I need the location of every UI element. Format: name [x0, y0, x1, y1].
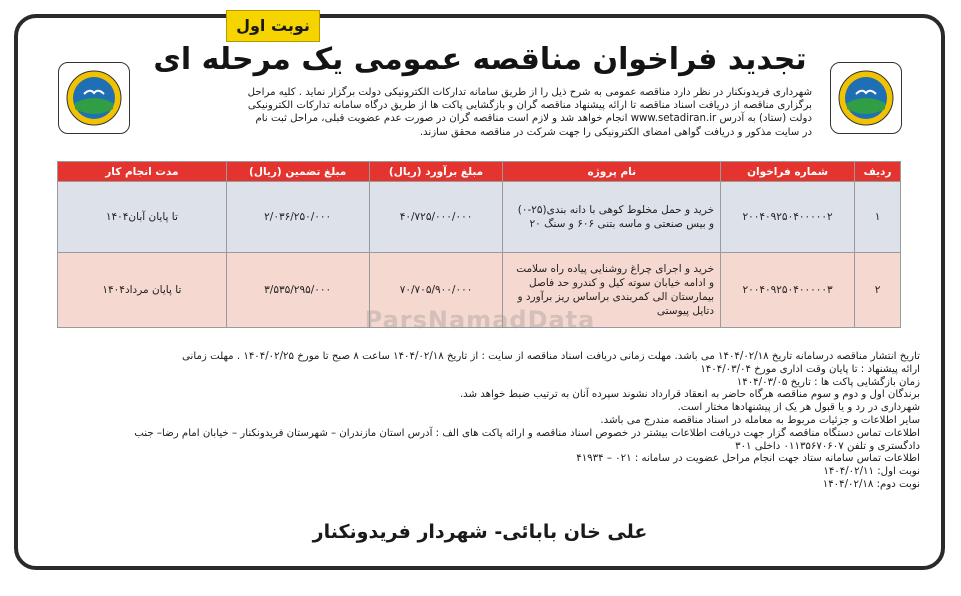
table-header-row	[58, 162, 901, 182]
notice-title: تجدید فراخوان مناقصه عمومی یک مرحله ای	[153, 42, 807, 77]
col-header-call-number: شماره فراخوان	[721, 162, 855, 182]
cell-duration: تا پایان آبان۱۴۰۴	[58, 182, 227, 253]
detail-line: برندگان اول و دوم و سوم مناقصه هرگاه حاضر به انعقاد قرارداد نشوند سپرده آنان به ترتیب ضبط خواهد شد.	[459, 389, 920, 401]
detail-line: ارائه پیشنهاد : تا پایان وقت اداری مورخ ۱۴۰۴/۰۳/۰۴	[700, 363, 920, 375]
cell-duration: تا پایان مرداد۱۴۰۴	[58, 253, 227, 328]
cell-row-number: ۱	[855, 182, 901, 253]
cell-row-number: ۲	[855, 253, 901, 328]
cell-guarantee: ۲/۰۳۶/۲۵۰/۰۰۰	[226, 182, 369, 253]
signature: علی خان بابائی- شهردار فریدونکنار	[312, 521, 648, 543]
cell-project-name: خرید و اجرای چراغ روشنایی پیاده راه سلامت و ادامه خیابان سوته کیل و کندرو حد فاصل بیمارستان الی کمربندی براساس ریز برآورد و دتایل پیوستی	[503, 253, 721, 328]
intro-paragraph	[150, 86, 812, 139]
municipality-emblem-icon	[837, 69, 895, 127]
detail-line: اطلاعات تماس سامانه ستاد جهت انجام مراحل عضویت در سامانه : ۰۲۱ – ۴۱۹۳۴	[576, 453, 920, 465]
municipality-logo-left	[58, 62, 130, 134]
detail-line: اطلاعات تماس دستگاه مناقصه گزار جهت دریافت اطلاعات بیشتر در خصوص اسناد مناقصه و ارائه پاکت های الف : آدرس استان مازندران – شهرستان فریدونکنار – خیابان امام رضا– جنب	[134, 427, 920, 439]
detail-line: سایر اطلاعات و جزئیات مربوط به معامله در اسناد مناقصه مندرج می باشد.	[600, 414, 920, 426]
cell-call-number: ۲۰۰۴۰۹۲۵۰۴۰۰۰۰۰۲	[721, 182, 855, 253]
edition-badge: نوبت اول	[226, 10, 320, 42]
cell-estimate: ۴۰/۷۲۵/۰۰۰/۰۰۰	[369, 182, 503, 253]
intro-line: شهرداری فریدونکنار در نظر دارد مناقصه عمومی به شرح ذیل را از طریق سامانه تدارکات الکترونیکی دولت برگزار نماید . کلیه مراحل	[247, 87, 812, 98]
intro-line: در سایت مذکور و دریافت گواهی امضای الکترونیکی را جهت شرکت در مناقصه محقق سازند.	[419, 126, 812, 138]
detail-line: تاریخ انتشار مناقصه درسامانه تاریخ ۱۴۰۴/۰۲/۱۸ می باشد. مهلت زمانی دریافت اسناد مناقصه از سایت : از تاریخ ۱۴۰۴/۰۲/۱۸ ساعت ۸ صبح تا مورخ ۱۴۰۴/۰۲/۲۵ . مهلت زمانی	[182, 351, 920, 362]
watermark: ParsNamadData	[364, 306, 596, 334]
municipality-emblem-icon	[65, 69, 123, 127]
detail-line: شهرداری در رد و یا قبول هر یک از پیشنهادها مختار است.	[677, 402, 920, 414]
cell-guarantee: ۳/۵۳۵/۲۹۵/۰۰۰	[226, 253, 369, 328]
detail-line: دادگستری و تلفن ۰۱۱۳۵۶۷۰۶۰۷ داخلی ۳۰۱	[735, 440, 920, 452]
details-section	[40, 351, 920, 492]
col-header-duration: مدت انجام کار	[58, 162, 227, 182]
cell-call-number: ۲۰۰۴۰۹۲۵۰۴۰۰۰۰۰۳	[721, 253, 855, 328]
col-header-guarantee: مبلغ تضمین (ریال)	[226, 162, 369, 182]
col-header-project-name: نام پروژه	[503, 162, 721, 182]
table-row	[58, 182, 901, 253]
detail-line: زمان بازگشایی پاکت ها : تاریخ ۱۴۰۴/۰۳/۰۵	[736, 376, 920, 388]
tender-table	[57, 161, 901, 328]
intro-line: دولت (ستاد) به آدرس www.setadiran.ir انجام خواهد شد و لازم است مناقصه گران در صورت عدم عضویت قبلی، مراحل ثبت نام	[255, 113, 812, 125]
cell-estimate: ۷۰/۷۰۵/۹۰۰/۰۰۰	[369, 253, 503, 328]
col-header-row-number: ردیف	[855, 162, 901, 182]
detail-line: نوبت اول: ۱۴۰۴/۰۲/۱۱	[823, 466, 920, 478]
col-header-estimate: مبلغ برآورد (ریال)	[369, 162, 503, 182]
municipality-logo-right	[830, 62, 902, 134]
intro-line: برگزاری مناقصه از دریافت اسناد مناقصه تا ارائه پیشنهاد مناقصه گران و بازگشایی پاکت ها از طریق درگاه سامانه تدارکات الکترونیکی	[247, 100, 812, 112]
cell-project-name: خرید و حمل مخلوط کوهی با دانه بندی(۲۵-۰) و بیس صنعتی و ماسه بتنی ۶۰۶ و سنگ ۲۰	[503, 182, 721, 253]
detail-line: نوبت دوم: ۱۴۰۴/۰۲/۱۸	[822, 478, 920, 490]
